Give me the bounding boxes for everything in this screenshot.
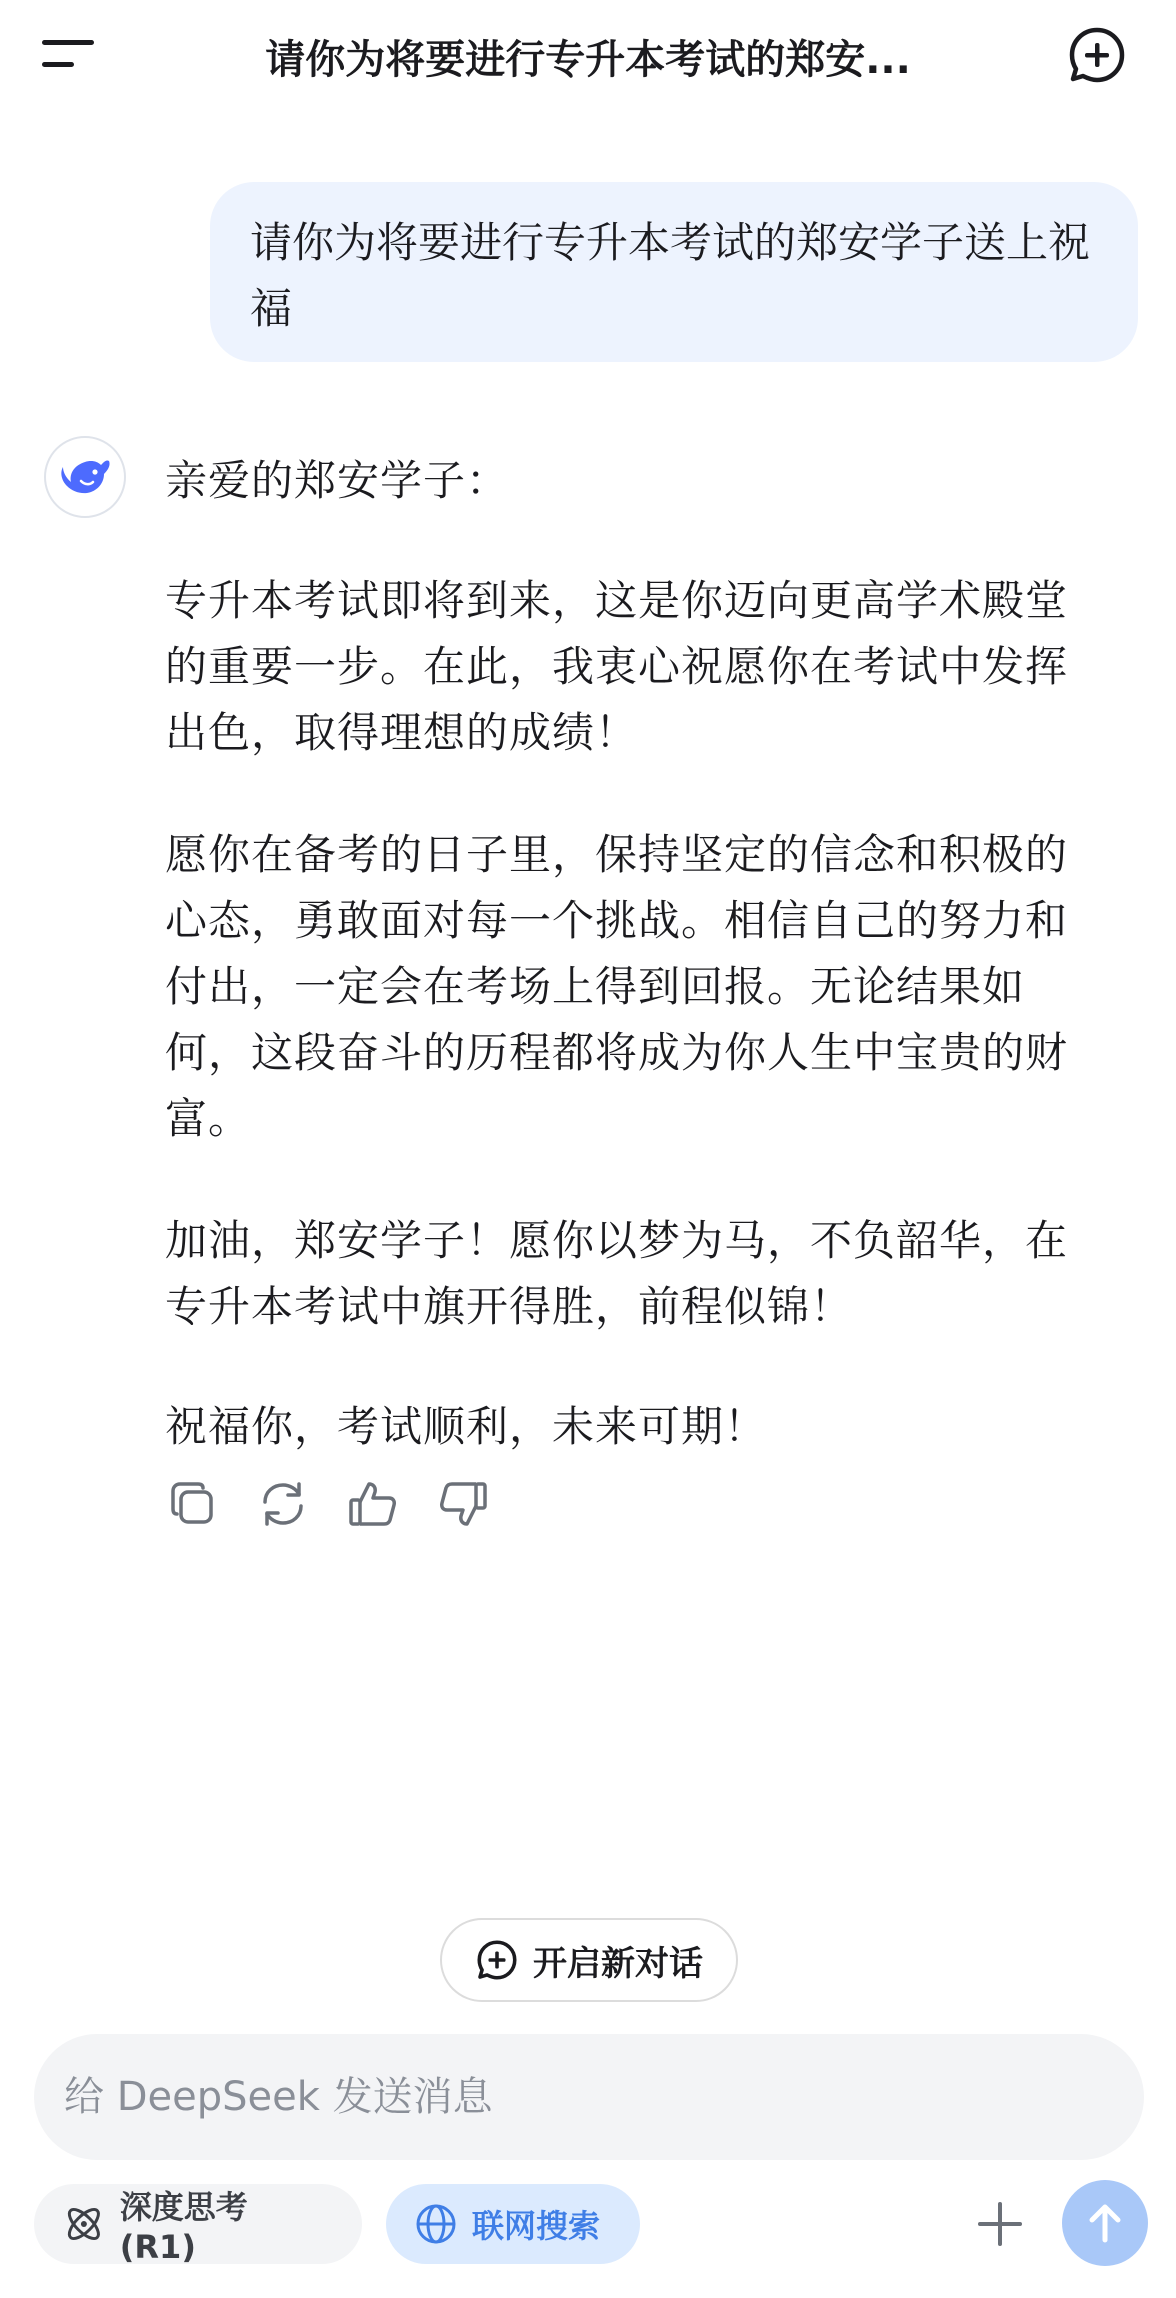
thumbs-down-icon[interactable] [435,1476,491,1532]
reply-paragraph-1: 专升本考试即将到来，这是你迈向更高学术殿堂的重要一步。在此，我衷心祝愿你在考试中发挥出色，取得理想的成绩！ [165,576,1069,757]
new-chat-icon [475,1938,519,1982]
send-button[interactable] [1062,2180,1148,2266]
new-conversation-button[interactable] [440,1918,738,2002]
thumbs-up-icon[interactable] [345,1476,401,1532]
message-input[interactable] [64,2034,1104,2160]
reply-greeting: 亲爱的郑安学子： [165,456,510,505]
arrow-up-icon [1082,2200,1128,2246]
user-message-bubble[interactable]: 请你为将要进行专升本考试的郑安学子送上祝福 [210,182,1138,362]
assistant-avatar [44,436,126,518]
header [0,0,1176,110]
deep-think-label: 深度思考 (R1) [119,2188,248,2266]
new-chat-icon[interactable] [1066,24,1128,86]
atom-icon [62,2202,106,2246]
reply-closing: 祝福你，考试顺利，未来可期！ [165,1402,768,1451]
copy-icon[interactable] [165,1476,221,1532]
reply-paragraph-2: 愿你在备考的日子里，保持坚定的信念和积极的心态，勇敢面对每一个挑战。相信自己的努力和付出，一定会在考场上得到回报。无论结果如何，这段奋斗的历程都将成为你人生中宝贵的财富。 [165,830,1069,1143]
menu-icon[interactable] [38,32,98,76]
web-search-toggle[interactable] [386,2184,640,2264]
conversation-title: 请你为将要进行专升本考试的郑安... [265,37,911,83]
deepseek-whale-logo [57,455,113,499]
web-search-label: 联网搜索 [472,2207,601,2245]
attach-plus-icon[interactable] [972,2196,1028,2252]
globe-icon [414,2202,458,2246]
message-input-container [34,2034,1144,2160]
reply-paragraph-3: 加油，郑安学子！愿你以梦为马，不负韶华，在专升本考试中旗开得胜，前程似锦！ [165,1216,1069,1331]
new-conversation-label: 开启新对话 [533,1943,703,1984]
regenerate-icon[interactable] [255,1476,311,1532]
deep-think-toggle[interactable] [34,2184,362,2264]
